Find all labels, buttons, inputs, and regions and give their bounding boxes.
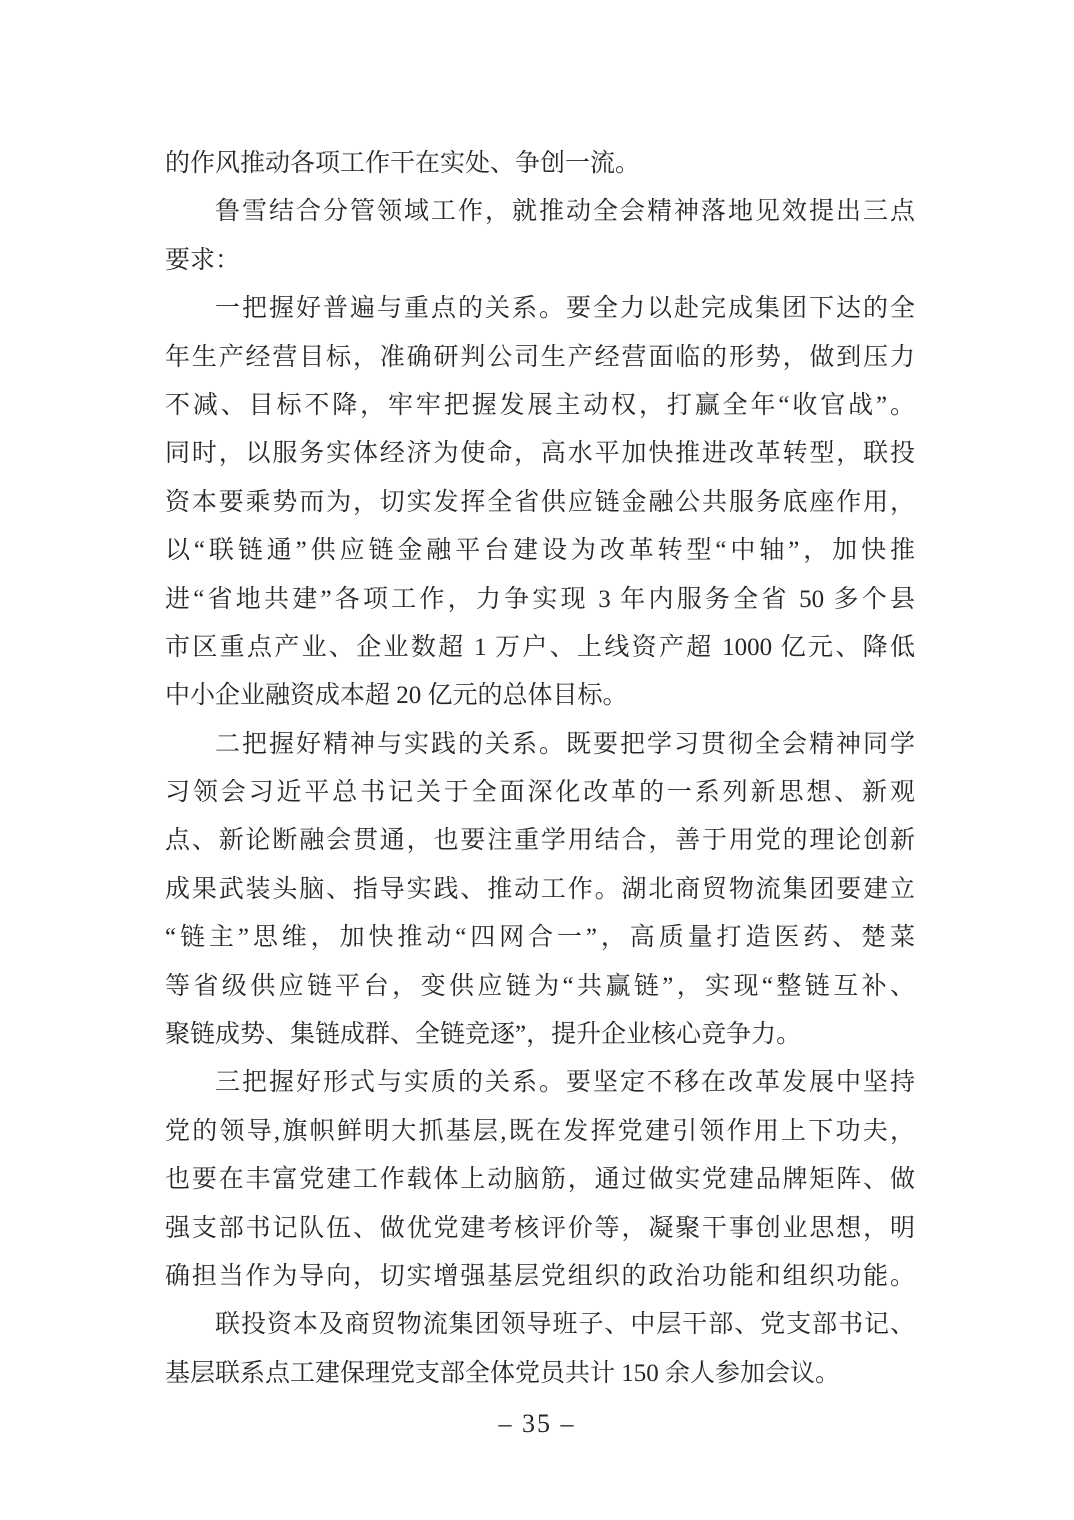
text-line: 鲁雪结合分管领域工作，就推动全会精神落地见效提出三点	[215, 198, 915, 226]
text-line: 基层联系点工建保理党支部全体党员共计 150 余人参加会议。	[165, 1359, 841, 1387]
text-line: 强支部书记队伍、做优党建考核评价等，凝聚干事创业思想，明	[165, 1214, 915, 1242]
text-line: 联投资本及商贸物流集团领导班子、中层干部、党支部书记、	[215, 1311, 915, 1339]
text-line: 要求：	[165, 246, 241, 274]
text-line: 年生产经营目标，准确研判公司生产经营面临的形势，做到压力	[165, 343, 915, 371]
text-line: 三把握好形式与实质的关系。要坚定不移在改革发展中坚持	[215, 1069, 915, 1097]
text-line: 二把握好精神与实践的关系。既要把学习贯彻全会精神同学	[215, 730, 915, 758]
text-line: 点、新论断融会贯通，也要注重学用结合，善于用党的理论创新	[165, 827, 915, 855]
text-line: 聚链成势、集链成群、全链竞逐”，提升企业核心竞争力。	[165, 1021, 802, 1049]
text-line: 成果武装头脑、指导实践、推动工作。湖北商贸物流集团要建立	[165, 875, 915, 903]
body-text	[165, 140, 915, 1398]
text-line: 不减、目标不降，牢牢把握发展主动权，打赢全年“收官战”。	[165, 391, 915, 419]
text-line: 资本要乘势而为，切实发挥全省供应链金融公共服务底座作用，	[165, 488, 915, 516]
text-line: “链主”思维，加快推动“四网合一”，高质量打造医药、楚菜	[165, 924, 915, 952]
text-line: 同时，以服务实体经济为使命，高水平加快推进改革转型，联投	[165, 440, 915, 468]
text-line: 也要在丰富党建工作载体上动脑筋，通过做实党建品牌矩阵、做	[165, 1166, 915, 1194]
text-line: 等省级供应链平台，变供应链为“共赢链”，实现“整链互补、	[165, 972, 915, 1000]
text-line: 进“省地共建”各项工作，力争实现 3 年内服务全省 50 多个县	[165, 585, 915, 613]
page-footer	[0, 1406, 1074, 1442]
text-line: 习领会习近平总书记关于全面深化改革的一系列新思想、新观	[165, 779, 915, 807]
text-line: 党的领导,旗帜鲜明大抓基层,既在发挥党建引领作用上下功夫，	[165, 1117, 915, 1145]
text-line: 的作风推动各项工作干在实处、争创一流。	[165, 150, 641, 177]
text-line: 一把握好普遍与重点的关系。要全力以赴完成集团下达的全	[215, 295, 915, 323]
text-line: 确担当作为导向，切实增强基层党组织的政治功能和组织功能。	[165, 1262, 915, 1290]
text-line: 以“联链通”供应链金融平台建设为改革转型“中轴”，加快推	[165, 537, 915, 565]
text-line: 市区重点产业、企业数超 1 万户、上线资产超 1000 亿元、降低	[165, 633, 915, 661]
text-line: 中小企业融资成本超 20 亿元的总体目标。	[165, 682, 628, 710]
page-number: – 35 –	[498, 1409, 576, 1438]
